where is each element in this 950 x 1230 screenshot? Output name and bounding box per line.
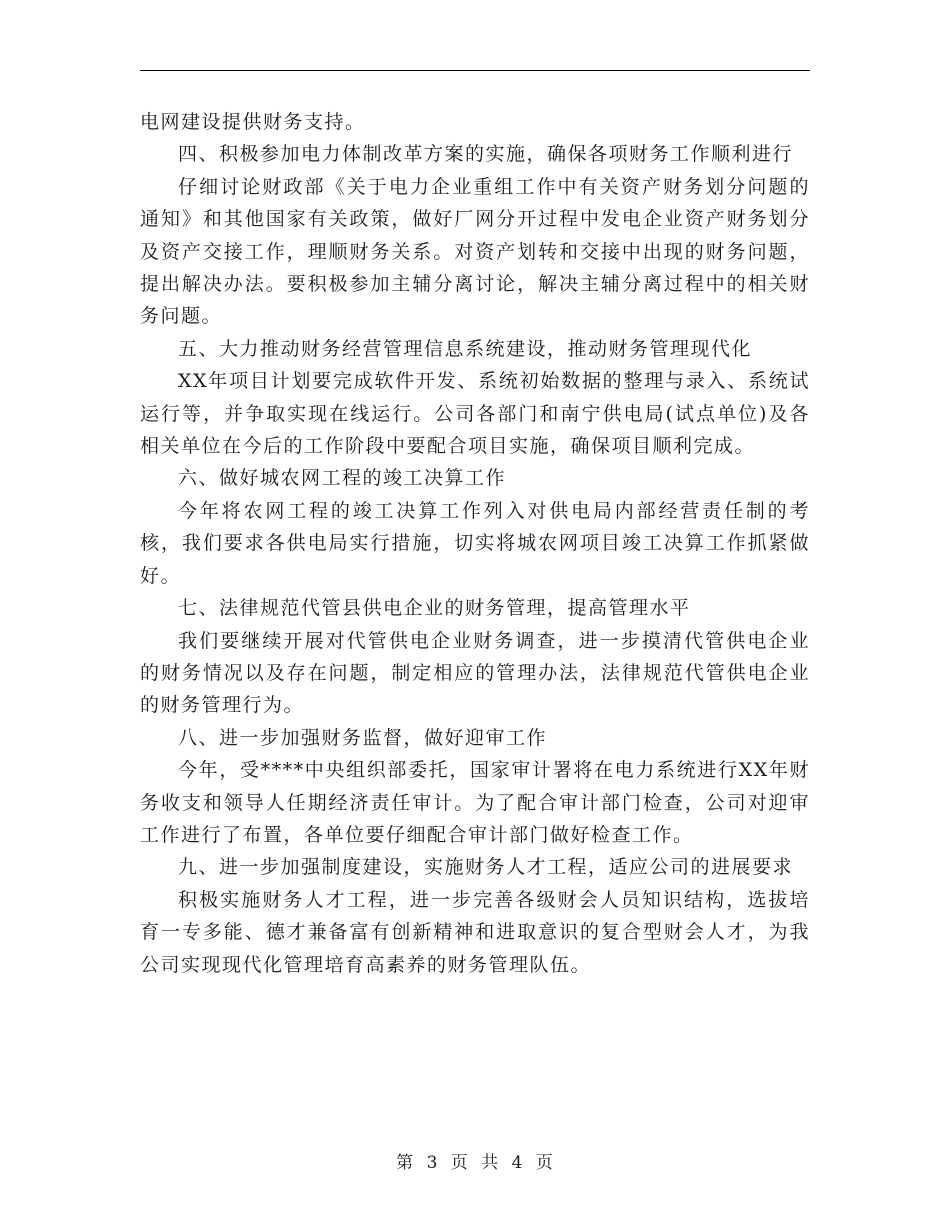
section-heading-4: 四、积极参加电力体制改革方案的实施，确保各项财务工作顺利进行 [178, 143, 794, 166]
footer-suffix: 页 [535, 1153, 554, 1173]
footer-prefix: 第 [396, 1153, 415, 1173]
section-heading-5: 五、大力推动财务经营管理信息系统建设，推动财务管理现代化 [178, 337, 753, 360]
footer-middle1: 页 [450, 1153, 469, 1173]
footer-page-number: 3 [426, 1153, 439, 1173]
paragraph: 今年，受****中央组织部委托，国家审计署将在电力系统进行XX年财务收支和领导人任期经济责任审计。为了配合审计部门检查，公司对迎审工作进行了布置，各单位要仔细配合审计部门做好检查工作。 [140, 759, 810, 846]
paragraph: 仔细讨论财政部《关于电力企业重组工作中有关资产财务划分问题的通知》和其他国家有关政策，做好厂网分开过程中发电企业资产财务划分及资产交接工作，理顺财务关系。对资产划转和交接中出现的财务问题，提出解决办法。要积极参加主辅分离讨论，解决主辅分离过程中的相关财务问题。 [140, 175, 810, 328]
footer-total-pages: 4 [511, 1153, 524, 1173]
paragraph: XX年项目计划要完成软件开发、系统初始数据的整理与录入、系统试运行等，并争取实现在线运行。公司各部门和南宁供电局(试点单位)及各相关单位在今后的工作阶段中要配合项目实施，确保项目顺利完成。 [140, 370, 810, 458]
document-body [140, 106, 810, 981]
footer-middle2: 共 [481, 1153, 500, 1173]
page-footer [0, 1148, 950, 1173]
section-heading-8: 八、进一步加强财务监督，做好迎审工作 [178, 726, 548, 749]
paragraph: 积极实施财务人才工程，进一步完善各级财会人员知识结构，选拔培育一专多能、德才兼备富有创新精神和进取意识的复合型财会人才，为我公司实现现代化管理培育高素养的财务管理队伍。 [140, 888, 810, 976]
paragraph: 今年将农网工程的竣工决算工作列入对供电局内部经营责任制的考核，我们要求各供电局实行措施，切实将城农网项目竣工决算工作抓紧做好。 [140, 499, 810, 587]
section-heading-9: 九、进一步加强制度建设，实施财务人才工程，适应公司的进展要求 [178, 856, 794, 879]
section-heading-6: 六、做好城农网工程的竣工决算工作 [178, 467, 507, 490]
paragraph-continuation: 电网建设提供财务支持。 [140, 111, 366, 133]
section-heading-7: 七、法律规范代管县供电企业的财务管理，提高管理水平 [178, 597, 691, 620]
paragraph: 我们要继续开展对代管供电企业财务调查，进一步摸清代管供电企业的财务情况以及存在问题，制定相应的管理办法，法律规范代管供电企业的财务管理行为。 [140, 629, 810, 717]
header-rule [140, 70, 810, 71]
